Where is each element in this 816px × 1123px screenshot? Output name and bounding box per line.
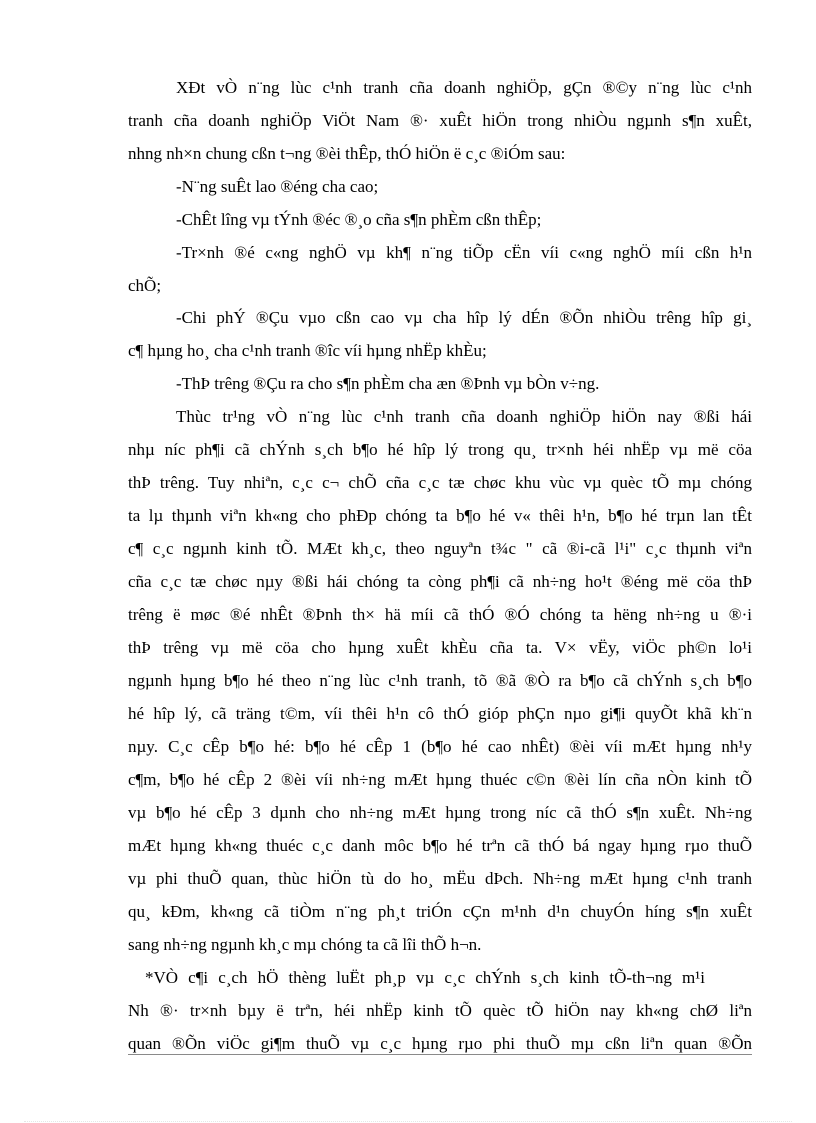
- list-item: -ThÞ trêng ®Çu ra cho s¶n phÈm cha æn ®Þnh vµ bÒn v÷ng.: [176, 374, 600, 393]
- paragraph-line: nµy. C¸c cÊp b¶o hé: b¶o hé cÊp 1 (b¶o hé cao nhÊt) ®èi víi mÆt hµng nh¹y: [128, 737, 752, 756]
- paragraph-line: nhµ níc ph¶i cã chÝnh s¸ch b¶o hé hîp lý trong qu¸ tr×nh héi nhËp vµ më cöa: [128, 440, 752, 459]
- list-item: -Chi phÝ ®Çu vµo cßn cao vµ cha hîp lý dÉn ®Õn nhiÒu trêng hîp gi¸: [176, 308, 752, 327]
- paragraph-line: sang nh÷ng ngµnh kh¸c mµ chóng ta cã lîi thÕ h¬n.: [128, 935, 482, 954]
- paragraph-line: thÞ trêng. Tuy nhiªn, c¸c c¬ chÕ cña c¸c tæ chøc khu vùc vµ quèc tÕ mµ chóng: [128, 473, 752, 492]
- paragraph-line: XÐt vÒ n¨ng lùc c¹nh tranh cña doanh nghiÖp, gÇn ®©y n¨ng lùc c¹nh: [176, 78, 752, 97]
- list-item: -N¨ng suÊt lao ®éng cha cao;: [176, 177, 379, 196]
- paragraph-line: chÕ;: [128, 276, 162, 295]
- paragraph-line: mÆt hµng kh«ng thuéc c¸c danh môc b¶o hé trªn cã thÓ bá ngay hµng rµo thuÕ: [128, 836, 752, 855]
- page-bottom-border: [24, 1121, 792, 1122]
- paragraph-line: vµ phi thuÕ quan, thùc hiÖn tù do ho¸ mËu dÞch. Nh÷ng mÆt hµng c¹nh tranh: [128, 869, 752, 888]
- paragraph-line: tranh cña doanh nghiÖp ViÖt Nam ®· xuÊt hiÖn trong nhiÒu ngµnh s¶n xuÊt,: [128, 111, 752, 130]
- paragraph-line: ta lµ thµnh viªn kh«ng cho phÐp chóng ta b¶o hé v« thêi h¹n, b¶o hé trµn lan tÊt: [128, 506, 752, 525]
- paragraph-line: hé hîp lý, cã träng t©m, víi thêi h¹n cô thÓ gióp phÇn nµo gi¶i quyÕt khã kh¨n: [128, 704, 752, 723]
- paragraph-line: cña c¸c tæ chøc nµy ®ßi hái chóng ta còng ph¶i cã nh÷ng ho¹t ®éng më cöa thÞ: [128, 572, 752, 591]
- paragraph-line: thÞ trêng vµ më cöa cho hµng xuÊt khÈu cña ta. V× vËy, viÖc ph©n lo¹i: [128, 638, 752, 657]
- section-heading: *VÒ c¶i c¸ch hÖ thèng luËt ph¸p vµ c¸c chÝnh s¸ch kinh tÕ-th¬ng m¹i: [145, 968, 705, 987]
- paragraph-line: vµ b¶o hé cÊp 3 dµnh cho nh÷ng mÆt hµng trong níc cã thÓ s¶n xuÊt. Nh÷ng: [128, 803, 752, 822]
- paragraph-line: quan ®Õn viÖc gi¶m thuÕ vµ c¸c hµng rµo phi thuÕ mµ cßn liªn quan ®Õn: [128, 1034, 752, 1053]
- paragraph-line: nhng nh×n chung cßn t¬ng ®èi thÊp, thÓ hiÖn ë c¸c ®iÓm sau:: [128, 144, 566, 163]
- paragraph-line: trêng ë møc ®é nhÊt ®Þnh th× hä míi cã thÓ ®Ó chóng ta hëng nh÷ng u ®·i: [128, 605, 752, 624]
- paragraph-line: c¶m, b¶o hé cÊp 2 ®èi víi nh÷ng mÆt hµng thuéc c©n ®èi lín cña nÒn kinh tÕ: [128, 770, 752, 789]
- paragraph-line: c¶ hµng ho¸ cha c¹nh tranh ®îc víi hµng nhËp khÈu;: [128, 341, 487, 360]
- footer-divider: [128, 1054, 752, 1055]
- paragraph-line: c¶ c¸c ngµnh kinh tÕ. MÆt kh¸c, theo nguyªn t¾c " cã ®i-cã l¹i" c¸c thµnh viªn: [128, 539, 752, 558]
- list-item: -ChÊt lîng vµ tÝnh ®éc ®¸o cña s¶n phÈm cßn thÊp;: [176, 210, 542, 229]
- paragraph-line: qu¸ kÐm, kh«ng cã tiÒm n¨ng ph¸t triÓn cÇn m¹nh d¹n chuyÓn híng s¶n xuÊt: [128, 902, 752, 921]
- paragraph-line: Nh ®· tr×nh bµy ë trªn, héi nhËp kinh tÕ quèc tÕ hiÖn nay kh«ng chØ liªn: [128, 1001, 752, 1020]
- paragraph-line: Thùc tr¹ng vÒ n¨ng lùc c¹nh tranh cña doanh nghiÖp hiÖn nay ®ßi hái: [176, 407, 752, 426]
- list-item: -Tr×nh ®é c«ng nghÖ vµ kh¶ n¨ng tiÕp cËn víi c«ng nghÖ míi cßn h¹n: [176, 243, 752, 262]
- paragraph-line: ngµnh hµng b¶o hé theo n¨ng lùc c¹nh tranh, tõ ®ã ®Ò ra b¶o cã chÝnh s¸ch b¶o: [128, 671, 752, 690]
